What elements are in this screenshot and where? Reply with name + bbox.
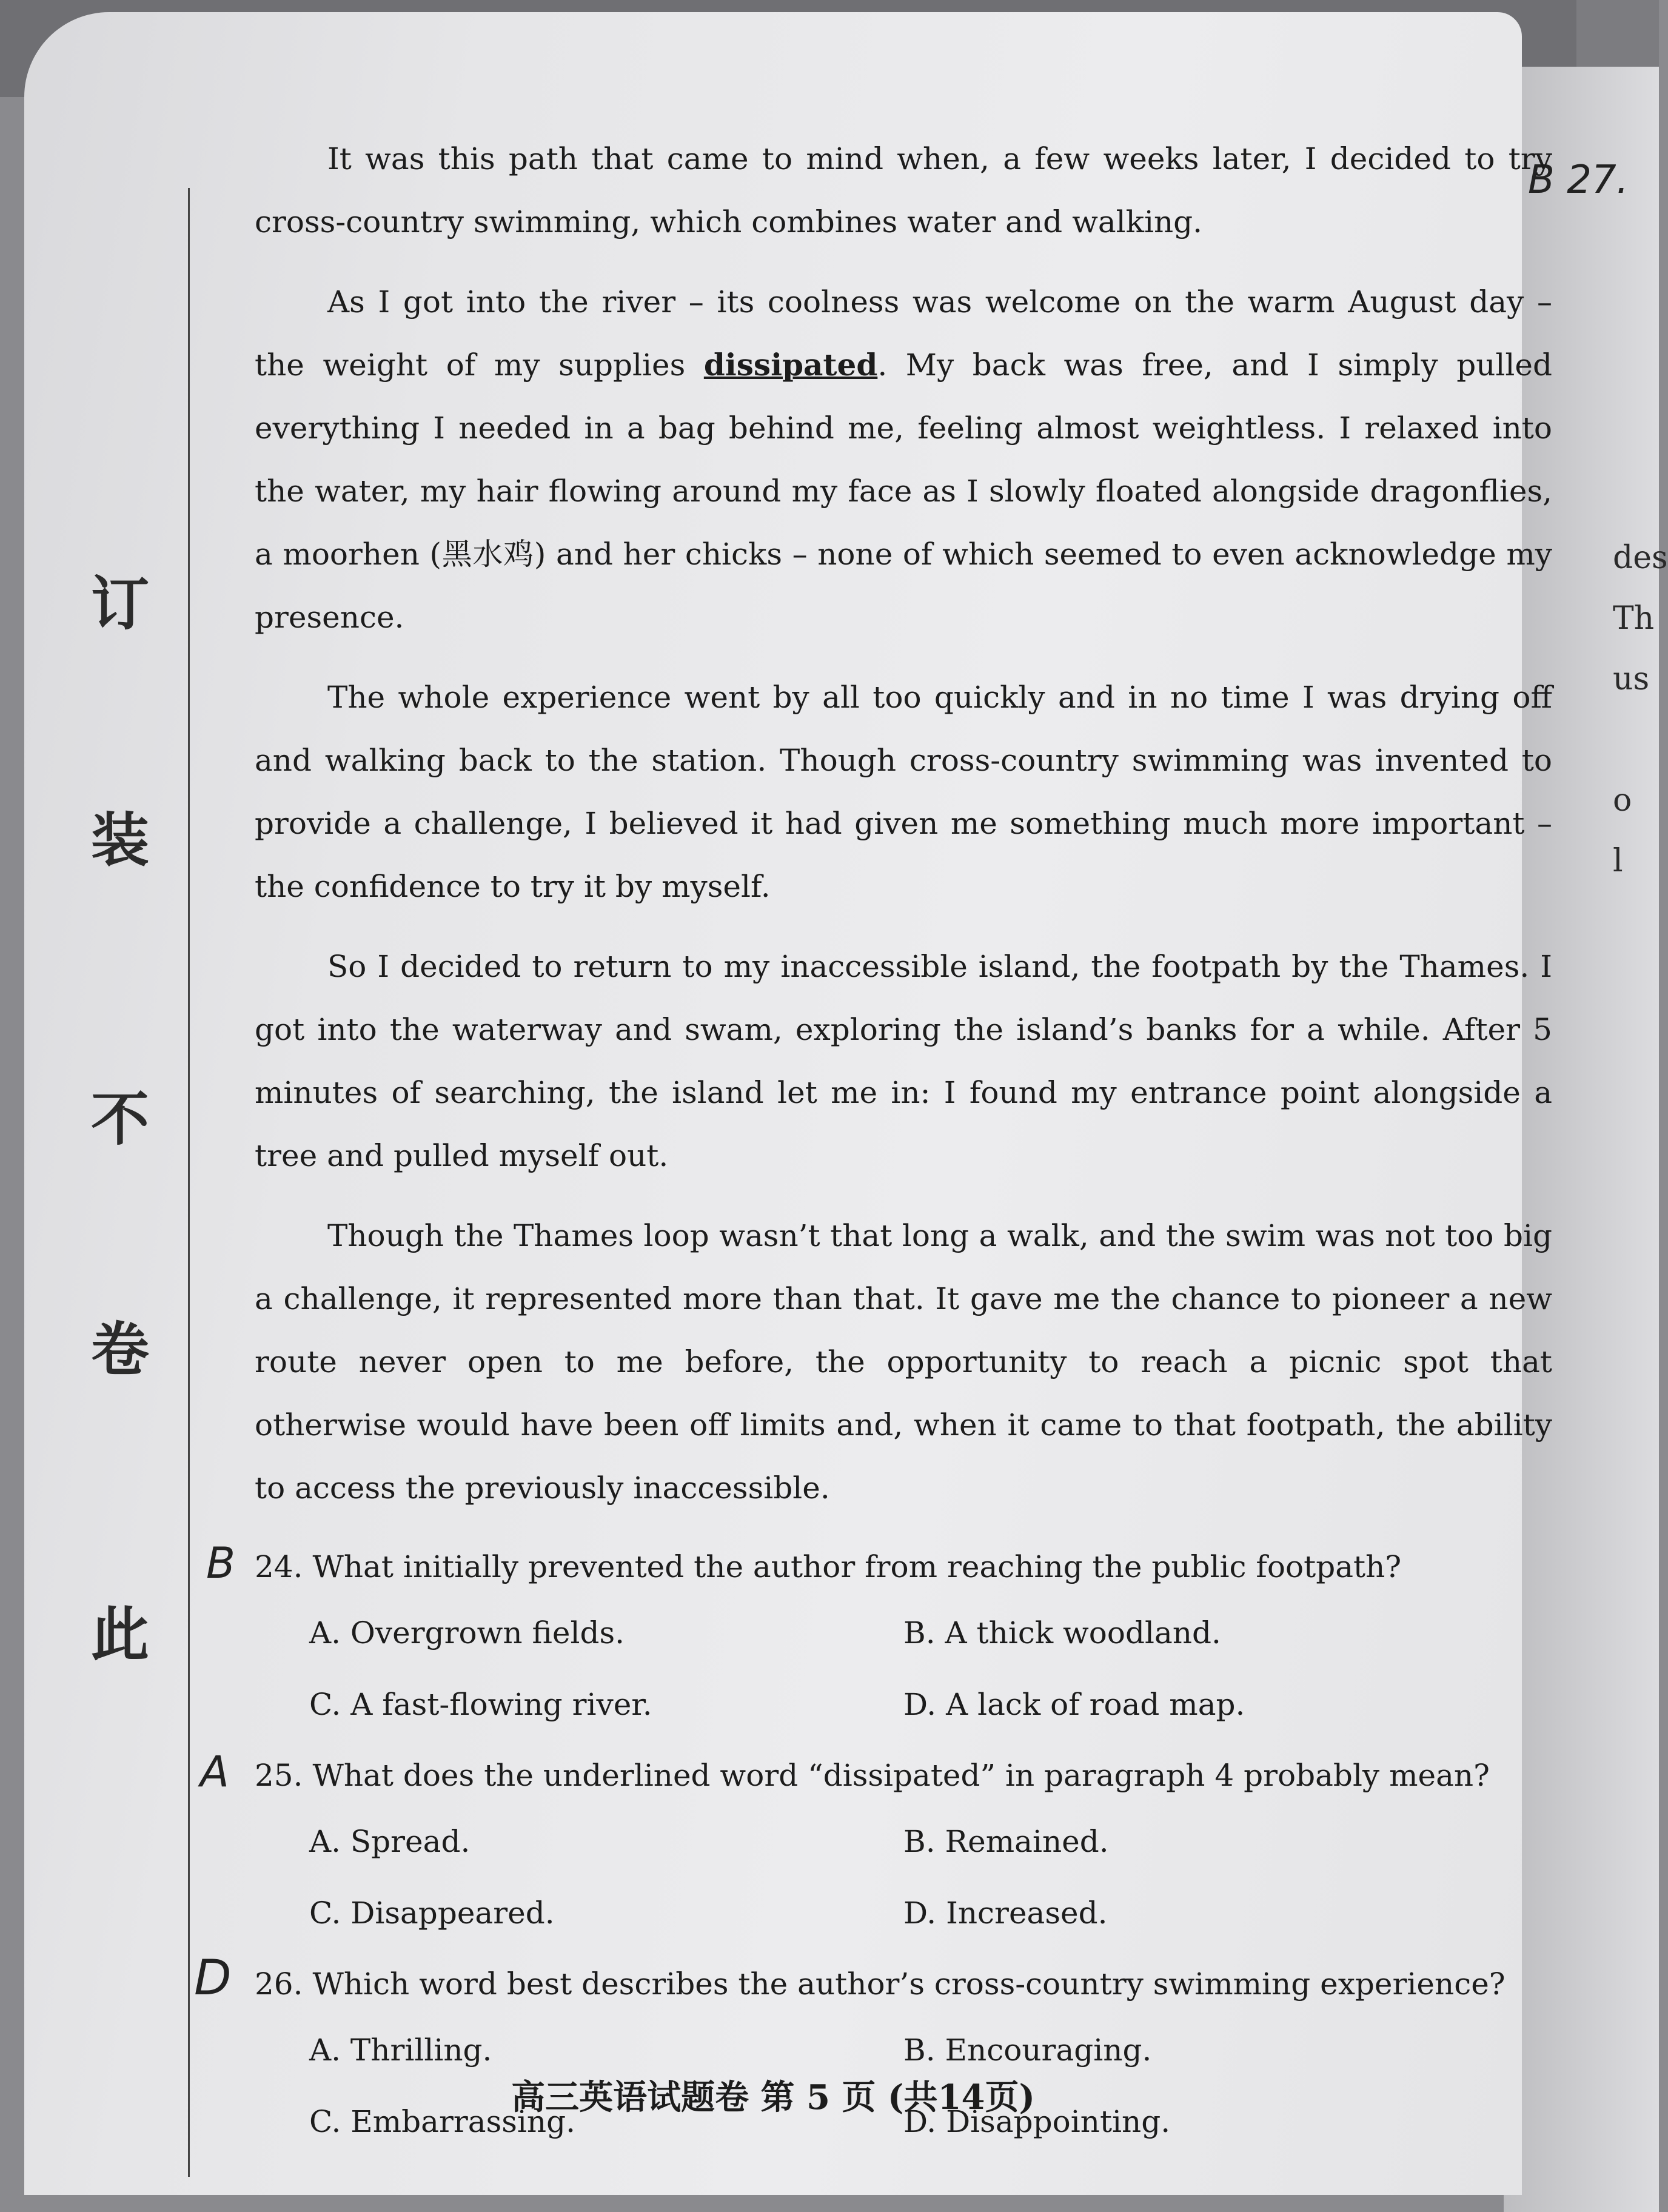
- option: A. Spread.: [309, 1824, 471, 1859]
- question-stem: Which word best describes the author’s cross-country swimming experience?: [312, 1966, 1506, 2002]
- option-list: [255, 1806, 1552, 1949]
- option: A. Overgrown fields.: [309, 1615, 625, 1651]
- question-number: 26.: [255, 1966, 303, 2002]
- underlined-word: dissipated: [703, 347, 878, 383]
- page-footer: 高三英语试题卷 第 5 页 (共14页): [511, 2077, 1035, 2117]
- margin-char: 装: [91, 806, 149, 874]
- next-page-fragment: us: [1613, 661, 1650, 697]
- paragraph-text: . My back was free, and I simply pulled everything I needed in a bag behind me, feeling almost weightless. I relaxed into the water, my hair flowing around my face as I slowly floated alongside dragonflies, a moorhen (黑水鸡) and her chicks – none of which seemed to even acknowledge my presence.: [255, 347, 1552, 635]
- handwritten-answer: D: [194, 1949, 232, 2006]
- option: D. A lack of road map.: [903, 1687, 1245, 1722]
- question-26: [194, 1949, 1552, 2157]
- next-page-fragment: des: [1613, 540, 1668, 576]
- handwritten-answer: B: [206, 1538, 236, 1588]
- question-number: 24.: [255, 1549, 303, 1584]
- binding-line: [188, 188, 190, 2177]
- passage: [194, 127, 1552, 2157]
- question-stem: What initially prevented the author from reaching the public footpath?: [312, 1549, 1402, 1584]
- handwritten-answer: A: [200, 1747, 229, 1797]
- paragraph: It was this path that came to mind when, a few weeks later, I decided to try cross-country swimming, which combines water and walking.: [255, 141, 1552, 240]
- corner-handwritten-note: B 27.: [1528, 158, 1629, 203]
- paragraph-text: As I got into the river – its coolness was welcome on the warm August day – the weight of my supplies: [255, 284, 1552, 383]
- question-number: 25.: [255, 1758, 303, 1793]
- question-stem: What does the underlined word “dissipated” in paragraph 4 probably mean?: [312, 1758, 1490, 1793]
- paragraph: So I decided to return to my inaccessible island, the footpath by the Thames. I got into the waterway and swam, exploring the island’s banks for a while. After 5 minutes of searching, the island let me in: I found my entrance point alongside a tree and pulled myself out.: [255, 949, 1552, 1173]
- option: D. Increased.: [903, 1895, 1108, 1931]
- option: D. Disappointing.: [903, 2104, 1171, 2139]
- question-24: [206, 1537, 1552, 1740]
- option: C. Disappeared.: [309, 1895, 555, 1931]
- paragraph: The whole experience went by all too quickly and in no time I was drying off and walking back to the station. Though cross-country swimming was invented to provide a challenge, I believed it had given me something much more important – the confidence to try it by myself.: [255, 680, 1552, 904]
- next-page-fragment: l: [1613, 843, 1623, 879]
- option: B. A thick woodland.: [903, 1615, 1221, 1651]
- margin-char: 此: [91, 1600, 149, 1669]
- next-page-fragment: Th: [1613, 600, 1655, 637]
- question-25: [200, 1745, 1552, 1949]
- next-page-fragment: o: [1613, 782, 1632, 819]
- paragraph: Though the Thames loop wasn’t that long a walk, and the swim was not too big a challenge, it represented more than that. It gave me the chance to pioneer a new route never open to me before, the opportunity to reach a picnic spot that otherwise would have been off limits and, when it came to that footpath, the ability to access the previously inaccessible.: [255, 1218, 1552, 1506]
- margin-char: 卷: [91, 1315, 149, 1384]
- option: C. A fast-flowing river.: [309, 1687, 652, 1722]
- option-list: [255, 1597, 1552, 1740]
- option: B. Encouraging.: [903, 2033, 1152, 2068]
- option: B. Remained.: [903, 1824, 1109, 1859]
- exam-page: [24, 12, 1552, 2195]
- margin-char: 不: [91, 1085, 149, 1153]
- margin-char: 订: [91, 569, 149, 638]
- option: A. Thrilling.: [309, 2033, 492, 2068]
- option: C. Embarrassing.: [309, 2104, 576, 2139]
- paragraph: [255, 270, 1552, 649]
